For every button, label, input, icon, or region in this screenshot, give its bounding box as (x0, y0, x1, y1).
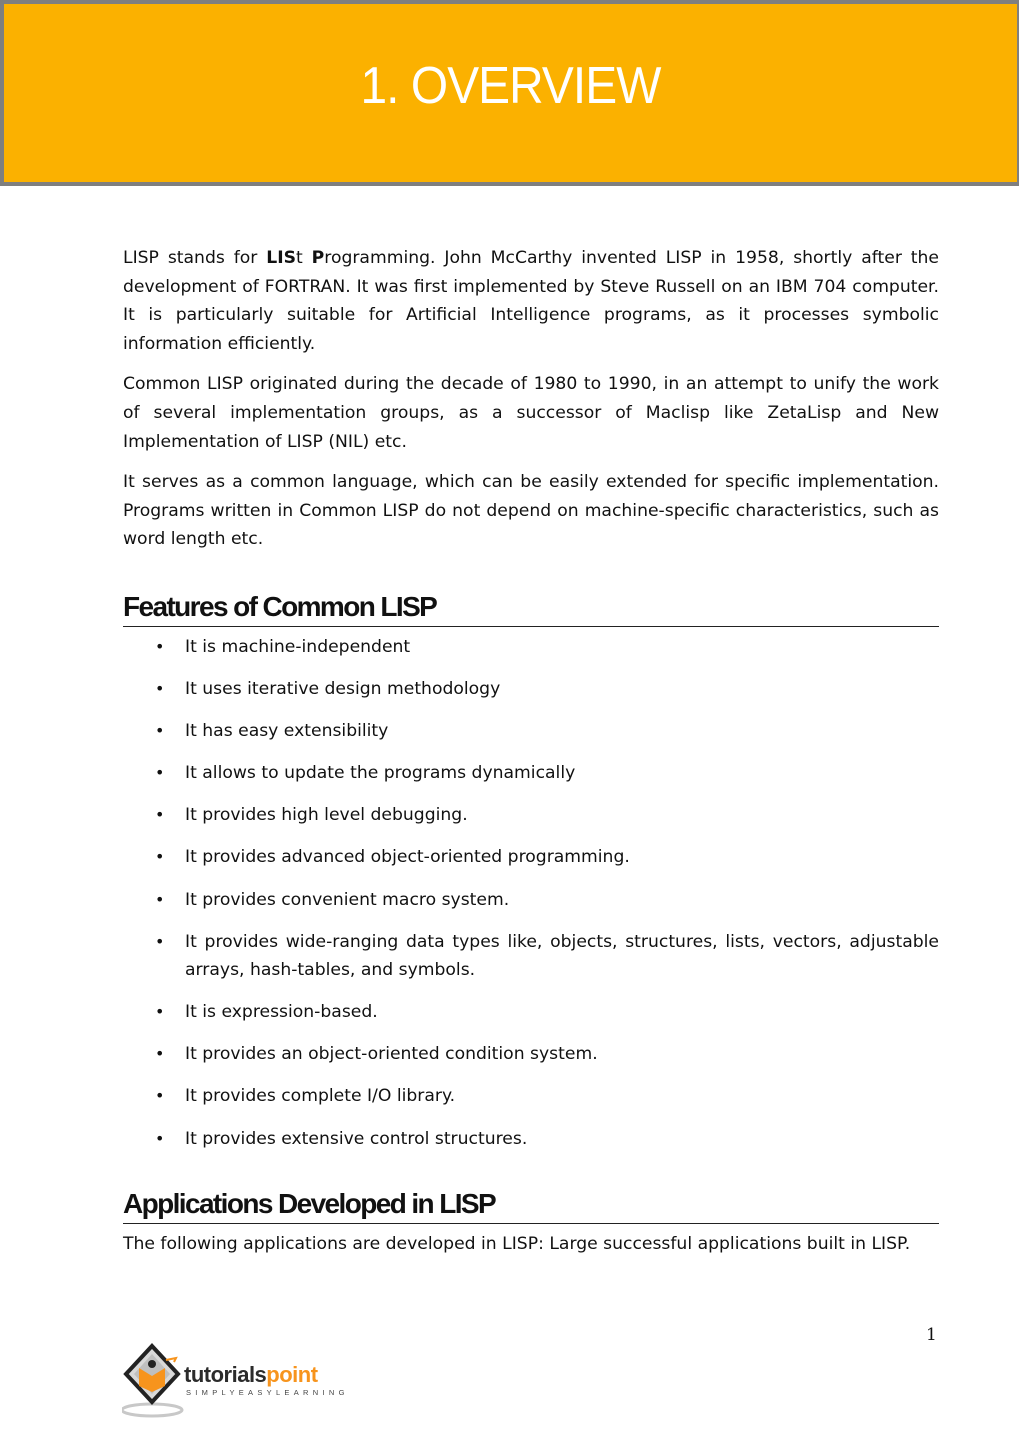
applications-heading: Applications Developed in LISP (123, 1189, 939, 1224)
logo-emblem-icon (122, 1342, 184, 1422)
bullet-icon: • (155, 805, 165, 825)
list-item-text: It allows to update the programs dynamically (185, 763, 576, 784)
page-number: 1 (926, 1325, 937, 1345)
list-item-text: It is expression-based. (185, 1002, 378, 1023)
intro-paragraph-2: Common LISP originated during the decade of 1980 to 1990, in an attempt to unify the work of several implementation groups, as a successor of Maclisp like ZetaLisp and New Implementation of LISP (NIL) etc. (123, 374, 939, 452)
list-item (123, 998, 939, 1027)
logo-wordmark (184, 1364, 318, 1386)
list-item-text: It provides convenient macro system. (185, 889, 510, 910)
list-item-text: It is machine-independent (185, 636, 411, 657)
intro-p1-mid: t (295, 248, 312, 268)
list-item (123, 1082, 939, 1111)
list-item-text: It uses iterative design methodology (185, 679, 501, 700)
list-item (123, 928, 939, 985)
list-item-text: It has easy extensibility (185, 721, 389, 742)
page-content (123, 244, 939, 1271)
list-item-text: It provides high level debugging. (185, 805, 468, 826)
intro-p1-bold-p: P (311, 248, 325, 268)
intro-paragraph-3: It serves as a common language, which can be easily extended for specific implementation. Programs written in Common LISP do not depend on machine-specific characteristics, such as word length etc. (123, 472, 939, 550)
intro-paragraph-1 (123, 244, 939, 358)
bullet-icon: • (155, 679, 165, 699)
list-item-text: It provides extensive control structures. (185, 1128, 528, 1149)
list-item-text: It provides wide-ranging data types like, objects, structures, lists, vectors, adjustable arrays, hash-tables, and symbols. (185, 931, 939, 981)
list-item (123, 801, 939, 830)
intro-p1-rest: rogramming. John McCarthy invented LISP in 1958, shortly after the development of FORTRAN. It was first implemented by Steve Russell on an IBM 704 computer. It is particularly suitable for Artificial Intelligence programs, as it processes symbolic information efficiently. (123, 248, 939, 354)
list-item (123, 675, 939, 704)
bullet-icon: • (155, 1128, 165, 1148)
bullet-icon: • (155, 1044, 165, 1064)
tutorialspoint-logo (122, 1342, 372, 1422)
logo-wordmark-part1: tutorials (184, 1362, 267, 1387)
list-item (123, 1125, 939, 1154)
bullet-icon: • (155, 1086, 165, 1106)
list-item (123, 1040, 939, 1069)
bullet-icon: • (155, 847, 165, 867)
chapter-banner (0, 0, 1019, 186)
intro-p1-bold-lis: LIS (266, 248, 296, 268)
features-list (123, 633, 939, 1153)
bullet-icon: • (155, 763, 165, 783)
bullet-icon: • (155, 721, 165, 741)
intro-p1-prefix: LISP stands for (123, 248, 267, 268)
bullet-icon: • (155, 636, 165, 656)
logo-tagline: SIMPLYEASYLEARNING (186, 1388, 349, 1397)
list-item-text: It provides complete I/O library. (185, 1086, 456, 1107)
bullet-icon: • (155, 931, 165, 951)
list-item (123, 759, 939, 788)
list-item (123, 717, 939, 746)
applications-paragraph: The following applications are developed in LISP: Large successful applications built in LISP. (123, 1234, 911, 1255)
list-item-text: It provides an object-oriented condition system. (185, 1044, 598, 1065)
list-item (123, 886, 939, 915)
bullet-icon: • (155, 1002, 165, 1022)
chapter-title: 1. OVERVIEW (360, 57, 661, 115)
list-item (123, 843, 939, 872)
features-heading: Features of Common LISP (123, 592, 939, 627)
logo-wordmark-part2: point (266, 1362, 318, 1387)
list-item-text: It provides advanced object-oriented programming. (185, 847, 630, 868)
bullet-icon: • (155, 889, 165, 909)
list-item (123, 633, 939, 662)
